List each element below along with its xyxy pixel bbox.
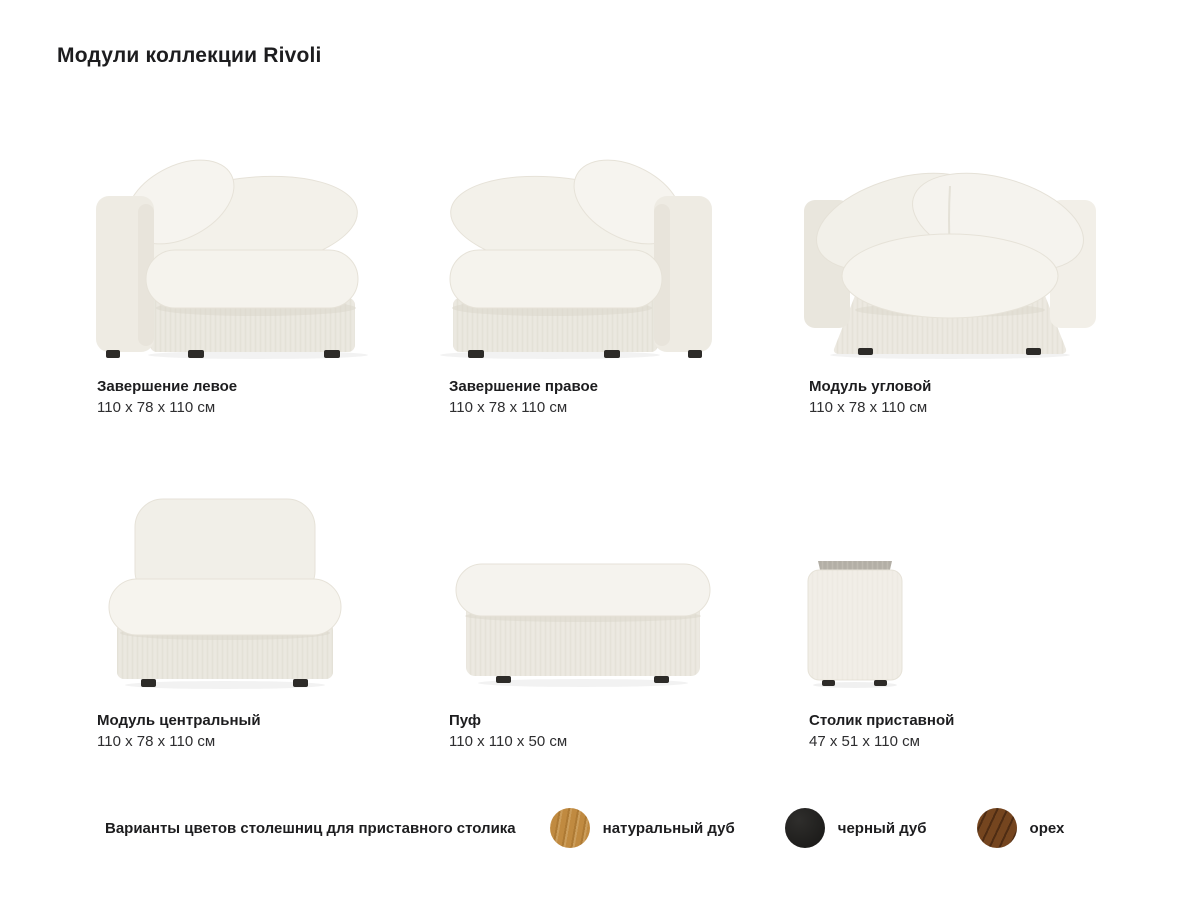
legend-item-walnut: [977, 808, 1065, 848]
black-oak-swatch: [785, 808, 825, 848]
module-dimensions: 47 x 51 x 110 см: [809, 733, 920, 750]
corner-module-illustration: [800, 160, 1100, 365]
legend-item-label: натуральный дуб: [602, 819, 735, 837]
legend-item-natural-oak: [550, 808, 735, 848]
page-title: Модули коллекции Rivoli: [57, 44, 322, 67]
module-dimensions: 110 x 78 x 110 см: [97, 733, 216, 750]
module-dimensions: 110 x 110 x 50 см: [449, 733, 568, 750]
module-dimensions: 110 x 78 x 110 см: [97, 399, 216, 416]
module-card-right-end: [449, 376, 598, 418]
module-dimensions: 110 x 78 x 110 см: [449, 399, 568, 416]
pouf-illustration: [448, 558, 718, 693]
module-dimensions: 110 x 78 x 110 см: [809, 399, 928, 416]
legend-item-label: черный дуб: [837, 819, 927, 837]
tabletop-color-legend: [105, 806, 1064, 850]
side-table-illustration: [800, 558, 910, 695]
module-card-central: [97, 710, 261, 752]
legend-item-black-oak: [785, 808, 927, 848]
module-name: Модуль центральный: [97, 712, 261, 729]
module-name: Завершение правое: [449, 378, 598, 395]
legend-item-label: орех: [1029, 819, 1065, 837]
central-module-illustration: [95, 495, 355, 695]
module-card-side-table: [809, 710, 954, 752]
module-name: Модуль угловой: [809, 378, 932, 395]
left-end-module-illustration: [88, 150, 368, 365]
module-name: Завершение левое: [97, 378, 238, 395]
module-card-corner: [809, 376, 931, 418]
module-name: Столик приставной: [809, 712, 955, 729]
natural-oak-swatch: [550, 808, 590, 848]
module-card-left-end: [97, 376, 237, 418]
legend-label: Варианты цветов столешниц для приставного столика: [105, 819, 516, 837]
module-name: Пуф: [449, 712, 482, 729]
walnut-swatch: [977, 808, 1017, 848]
right-end-module-illustration: [440, 150, 720, 365]
module-card-pouf: [449, 710, 567, 752]
